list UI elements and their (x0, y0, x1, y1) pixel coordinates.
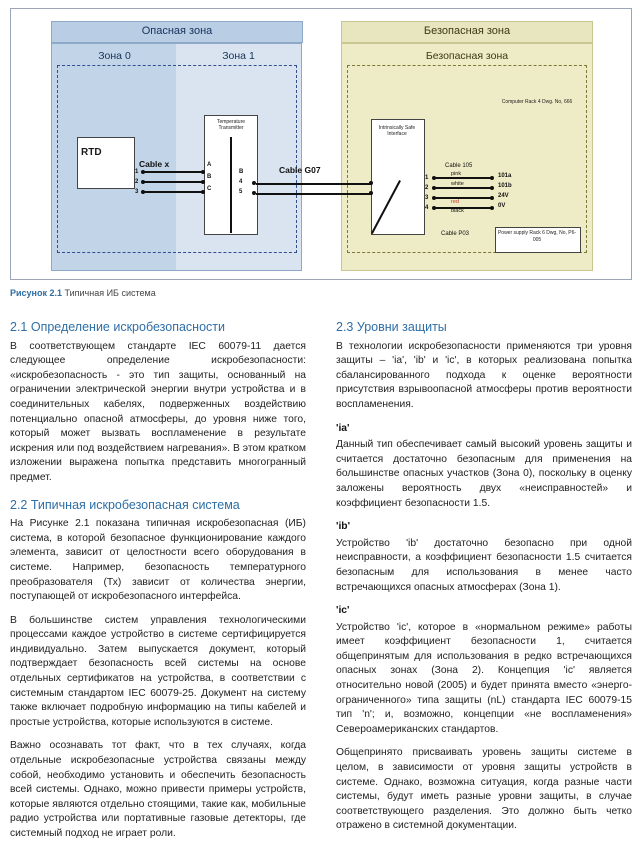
isi-out-num-2: 2 (425, 185, 429, 191)
tx-divider (230, 137, 232, 233)
power-supply-label: Power supply Rack 6 Dwg, No, P6-005 (497, 230, 577, 243)
rtd-block (77, 137, 135, 189)
isi-in-dot-2 (369, 191, 373, 195)
wire-tx-isi-1 (256, 183, 372, 185)
rtd-label: RTD (81, 147, 102, 158)
hazardous-zone-header: Опасная зона (51, 21, 303, 43)
is-interface-label: Intrinsically Safe Interface (378, 125, 416, 137)
section-2-1-paragraph-1: В соответствующем стандарте IEC 60079-11 дается следующее определение искробезопасности: «искробезопасность - это тип защиты, основанный на ограничении электрической энергии внутри устройства и в соединительных кабелях, подверженных воздействию потенциально опасной атмосферы, до уровня ниже того, который может вызвать воспламенение в результате искрения или под воздействием нагревания». В этом кратком изложении выражена попытка представить многогранный предмет. (10, 340, 306, 483)
wire-rtd-tx-2 (143, 181, 203, 183)
wire-color-black: black (451, 208, 464, 214)
section-2-2 (10, 498, 306, 842)
level-ib-heading: 'ib' (336, 521, 351, 533)
section-2-1-title: 2.1 Определение искробезопасности (10, 320, 225, 334)
level-ic-text: Устройство 'ic', которое в «нормальном режиме» работы имеет коэффициент безопасности 1, считается общепринятым для использования в редко встречающихся опасных зонах (Зона 2). Концепция 'ic' является относительно новой (2005) и будет принята вместо «энерго-ограниченного» типа защиты (nL) стандарта IEC 60079-15 тип 'n'; и, возможно, концепции «не воспламенения» Североамериканских стандартов. (336, 621, 632, 735)
figure-caption-number: Рисунок 2.1 (10, 288, 62, 298)
tx-terminal-b: B (207, 174, 212, 180)
isi-out-num-3: 3 (425, 195, 429, 201)
zone0-label: Зона 0 (98, 50, 131, 62)
wire-color-red: red (451, 199, 459, 205)
level-ib-text: Устройство 'ib' достаточно безопасно при одной неисправности, а коэффициент безопасности 1.5 считается безопасным для использования в менее часто встречающихся опасных атмосферах (Зона 1). (336, 537, 632, 593)
safe-zone-label: Безопасная зона (425, 50, 509, 62)
section-2-2-paragraph-3: Важно осознавать тот факт, что в тех случаях, когда отдельные искробезопасные устройства связаны между собой, необходимо установить и обеспечить безопасность всей системы. Однако, можно привести примеры устройств, которые являются отдельно стоящими, такие как, мобильные радио устройства или портативные газовые детекторы, где системный подход не играет роли. (10, 740, 306, 839)
tx-out-num-5: 5 (239, 189, 243, 195)
rack-dot-2 (490, 186, 494, 190)
section-2-3-paragraph-1: В технологии искробезопасности применяются три уровня защиты – 'ia', 'ib' и 'ic', в которых реализована попытка сбалансированного подхода к оценке вероятности присутствия взрывоопасной атмосферы против вероятности воспламенения. (336, 340, 632, 410)
right-text-column (336, 320, 632, 846)
figure-caption (10, 288, 632, 298)
zone1-label: Зона 1 (222, 50, 255, 62)
tx-dot-b (201, 180, 205, 184)
wire-rtd-tx-1 (143, 171, 203, 173)
temperature-transmitter-label: Temperature Transmitter (216, 119, 246, 131)
left-text-column (10, 320, 306, 854)
tx-terminal-c: C (207, 186, 212, 192)
tx-dot-a (201, 170, 205, 174)
section-2-1 (10, 320, 306, 486)
wire-color-white: white (451, 181, 464, 187)
wire-isi-rack-2 (434, 187, 492, 189)
rack-dot-1 (490, 176, 494, 180)
isi-out-num-1: 1 (425, 175, 429, 181)
wire-rtd-tx-3 (143, 191, 203, 193)
rtd-terminal-num-2: 2 (135, 179, 139, 185)
section-2-2-paragraph-2: В большинстве систем управления технологическими процессами каждое устройство в системе сертифицируется индивидуально. Затем выпускается документ, который подтверждает безопасность всей системы на основе отдельных сертификатов на устройства, в соответствии с системным стандартом IEC 60079-25. Документ на систему также включает подробную информацию на типы кабелей и простые устройства, которые используются в системе. (10, 614, 306, 728)
rtd-terminal-num-3: 3 (135, 189, 139, 195)
section-2-2-paragraph-1: На Рисунке 2.1 показана типичная искробезопасная (ИБ) система, в которой безопасное функционирование каждого элемента, зависит от целостности всего оборудования в системе. Например, безопасность температурного преобразователя (Тх) зависит от количества энергии, поступающей от искробезопасного интерфейса. (10, 518, 306, 603)
wire-isi-psu-1 (434, 197, 492, 199)
tx-terminal-a: A (207, 162, 212, 168)
cable-x-label: Cable x (139, 159, 170, 169)
wire-color-pink: pink (451, 171, 462, 177)
terminal-0v: 0V (498, 203, 506, 209)
cable-105-label: Cable 105 (445, 163, 473, 169)
section-2-2-title: 2.2 Типичная искробезопасная система (10, 497, 240, 512)
terminal-101a: 101a (498, 173, 512, 179)
wire-tx-isi-2 (256, 193, 372, 195)
terminal-24v: 24V (498, 193, 509, 199)
computer-rack-label: Computer Rack 4 Dwg. No, 666 (501, 99, 573, 105)
psu-dot-1 (490, 196, 494, 200)
wire-isi-rack-1 (434, 177, 492, 179)
level-ia-text: Данный тип обеспечивает самый высокий уровень защиты и считается достаточно безопасным для применения на большинстве опасных участков (Зона 0), поскольку в оценку заложены вероятность двух «неисправностей» и коэффициент безопасности 1.5. (336, 439, 632, 509)
psu-dot-2 (490, 206, 494, 210)
isi-out-num-4: 4 (425, 205, 429, 211)
tx-out-label-b: B (239, 169, 244, 175)
cable-g07-label: Cable G07 (279, 165, 321, 175)
figure-caption-text: Типичная ИБ система (64, 288, 156, 298)
tx-dot-c (201, 190, 205, 194)
section-2-3-final-paragraph: Общепринято присваивать уровень защиты системе в целом, в зависимости от уровня защиты устройств в системе. Однако, возможна ситуация, когда разные части системы, будут иметь разные уровни защиты, в случае соответствующего разделения. Это должно быть четко отражено в системной документации. (336, 747, 632, 832)
rtd-terminal-num-1: 1 (135, 169, 139, 175)
section-2-3 (336, 320, 632, 834)
isi-in-dot-1 (369, 181, 373, 185)
cable-p03-label: Cable P03 (441, 231, 470, 237)
safe-zone-header: Безопасная зона (341, 21, 593, 43)
level-ic-heading: 'ic' (336, 605, 350, 617)
figure-is-system (10, 8, 632, 280)
section-2-3-title: 2.3 Уровни защиты (336, 320, 447, 334)
level-ia-heading: 'ia' (336, 422, 350, 434)
tx-out-num-4: 4 (239, 179, 243, 185)
terminal-101b: 101b (498, 183, 512, 189)
